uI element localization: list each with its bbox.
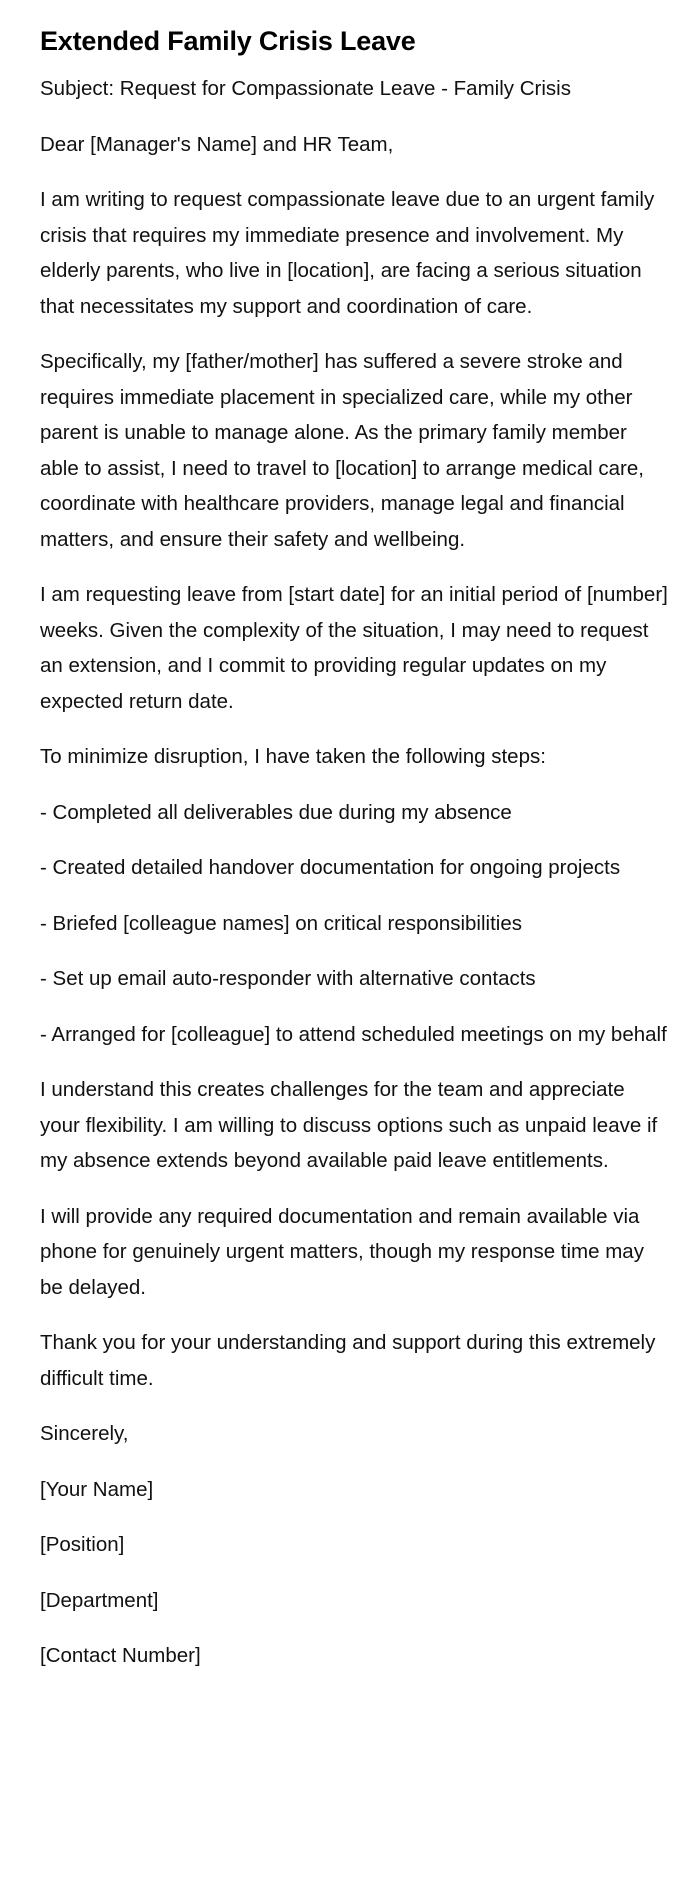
signoff: Sincerely, (40, 1422, 129, 1445)
step-item: - Completed all deliverables due during my absence (40, 800, 512, 824)
step-item: - Arranged for [colleague] to attend scheduled meetings on my behalf (40, 1022, 667, 1046)
signature-department: [Department] (40, 1588, 159, 1612)
step-item: - Created detailed handover documentation for ongoing projects (40, 856, 621, 879)
document-title: Extended Family Crisis Leave (40, 26, 416, 56)
subject-line: Subject: Request for Compassionate Leave - Family Crisis (40, 77, 571, 100)
salutation: Dear [Manager's Name] and HR Team, (40, 132, 394, 156)
signature-contact-number: [Contact Number] (40, 1644, 201, 1667)
body-paragraph: To minimize disruption, I have taken the following steps: (40, 745, 546, 768)
letter-document (40, 24, 670, 1694)
step-item: - Set up email auto-responder with alternative contacts (40, 967, 536, 990)
signature-name: [Your Name] (40, 1477, 154, 1501)
signature-position: [Position] (40, 1533, 125, 1556)
closing-paragraph: I will provide any required documentation and remain available via phone for genuinely urgent matters, though my response time may be delayed. (40, 1204, 644, 1299)
closing-paragraph: Thank you for your understanding and support during this extremely difficult time. (40, 1331, 656, 1390)
closing-paragraph: I understand this creates challenges for the team and appreciate your flexibility. I am willing to discuss options such as unpaid leave if my absence extends beyond available paid leave entitlements. (40, 1078, 658, 1172)
body-paragraph: I am requesting leave from [start date] for an initial period of [number] weeks. Given the complexity of the situation, I may need to request an extension, and I commit to providing regular updates on my expected return date. (40, 583, 668, 713)
step-item: - Briefed [colleague names] on critical responsibilities (40, 911, 522, 935)
body-paragraph: Specifically, my [father/mother] has suffered a severe stroke and requires immediate placement in specialized care, while my other parent is unable to manage alone. As the primary family member able to assist, I need to travel to [location] to arrange medical care, coordinate with healthcare providers, manage legal and financial matters, and ensure their safety and wellbeing. (40, 350, 644, 551)
body-paragraph: I am writing to request compassionate leave due to an urgent family crisis that requires my immediate presence and involvement. My elderly parents, who live in [location], are facing a serious situation that necessitates my support and coordination of care. (40, 188, 655, 318)
